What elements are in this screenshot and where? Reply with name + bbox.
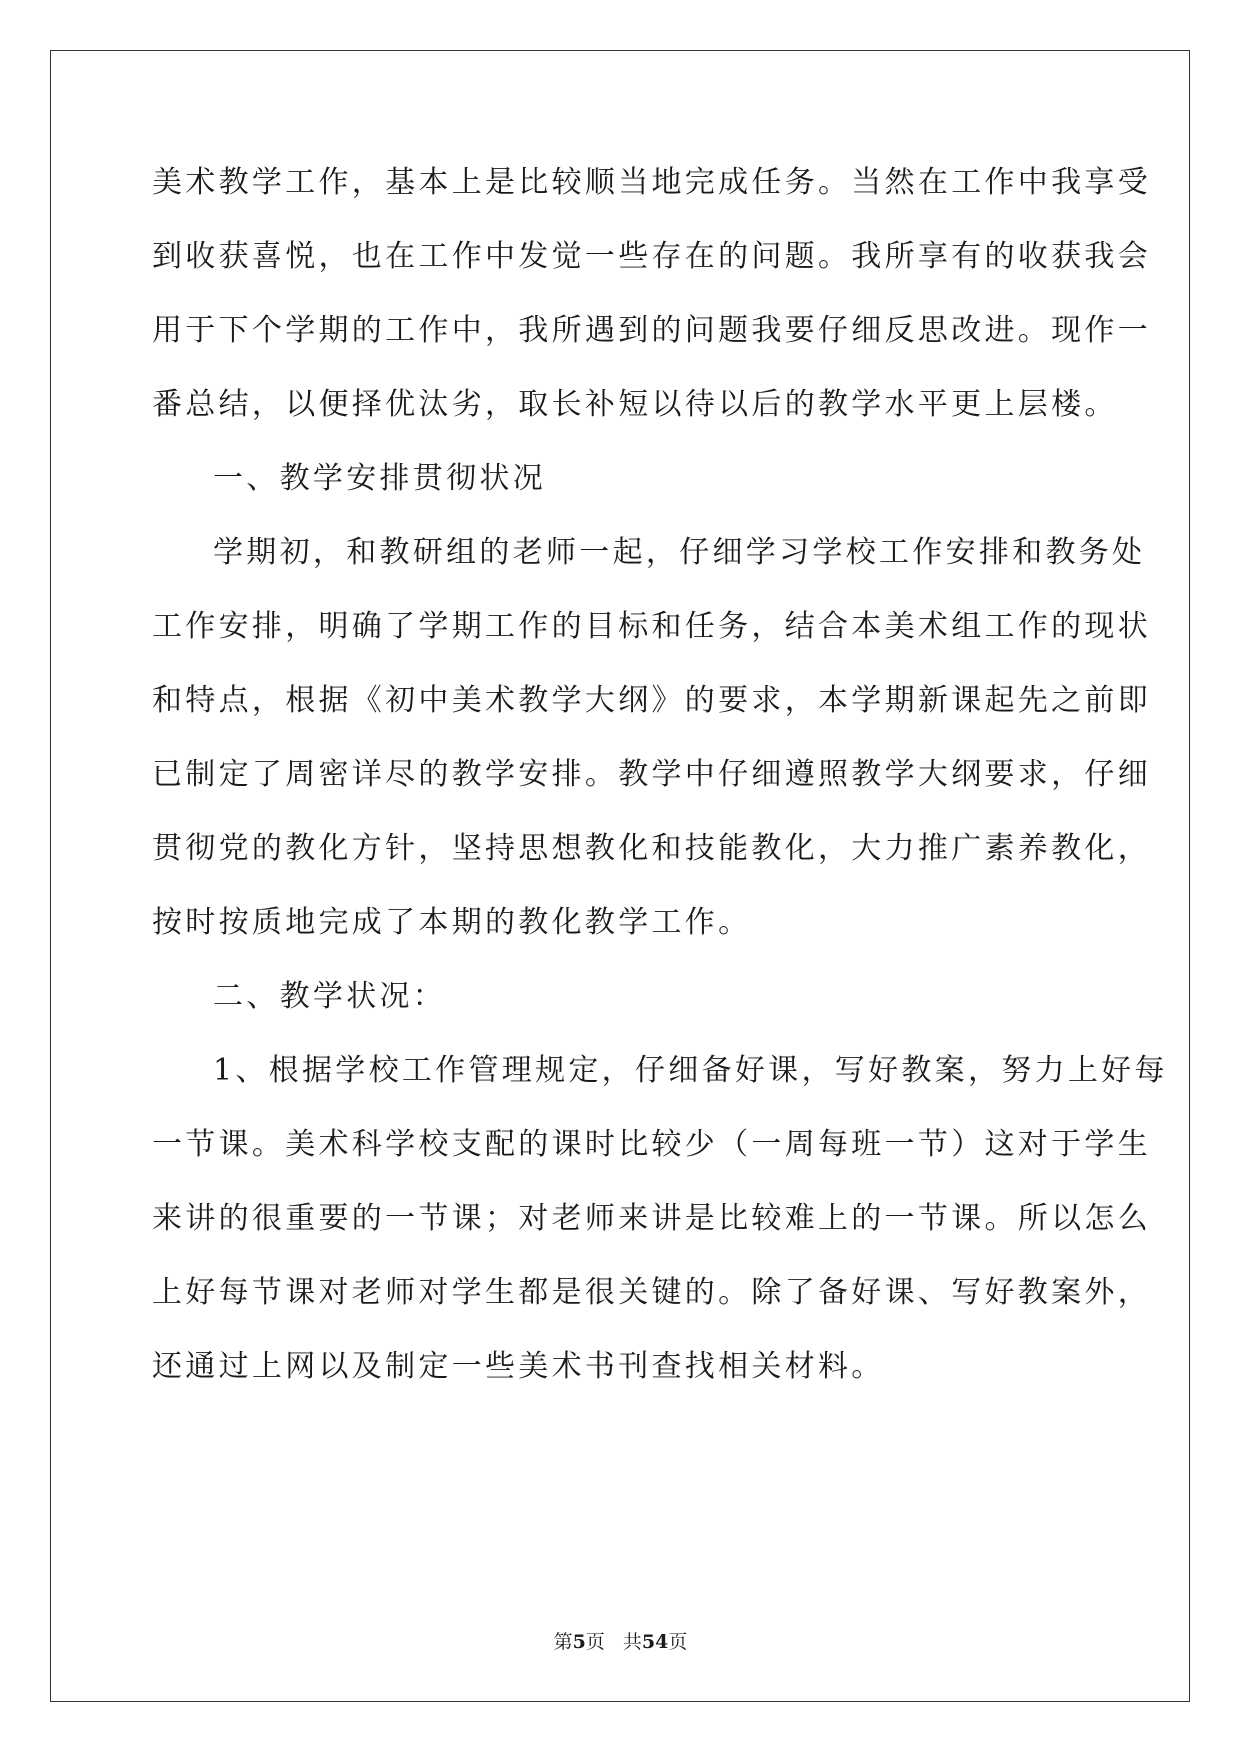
body-line: 上好每节课对老师对学生都是很关键的。除了备好课、写好教案外， <box>152 1275 1151 1310</box>
page-footer <box>0 1630 1241 1654</box>
body-line: 还通过上网以及制定一些美术书刊查找相关材料。 <box>152 1349 885 1384</box>
page-total: 54 <box>641 1631 669 1653</box>
section-heading: 二、教学状况： <box>213 979 447 1014</box>
body-line: 用于下个学期的工作中，我所遇到的问题我要仔细反思改进。现作一 <box>152 313 1151 348</box>
body-line: 学期初，和教研组的老师一起，仔细学习学校工作安排和教务处 <box>213 535 1146 570</box>
body-line: 一节课。美术科学校支配的课时比较少（一周每班一节）这对于学生 <box>152 1127 1151 1162</box>
body-line: 来讲的很重要的一节课；对老师来讲是比较难上的一节课。所以怎么 <box>152 1201 1151 1236</box>
page-border <box>50 50 1190 1702</box>
body-line: 按时按质地完成了本期的教化教学工作。 <box>152 905 752 940</box>
section-heading: 一、教学安排贯彻状况 <box>213 461 546 496</box>
body-line: 1、根据学校工作管理规定，仔细备好课，写好教案，努力上好每 <box>213 1053 1168 1088</box>
page-prefix: 第 <box>553 1631 573 1653</box>
body-line: 到收获喜悦，也在工作中发觉一些存在的问题。我所享有的收获我会 <box>152 239 1151 274</box>
body-line: 番总结，以便择优汰劣，取长补短以待以后的教学水平更上层楼。 <box>152 387 1118 422</box>
total-suffix: 页 <box>668 1631 688 1653</box>
body-line: 工作安排，明确了学期工作的目标和任务，结合本美术组工作的现状 <box>152 609 1151 644</box>
body-line: 已制定了周密详尽的教学安排。教学中仔细遵照教学大纲要求，仔细 <box>152 757 1151 792</box>
body-line: 和特点，根据《初中美术教学大纲》的要求，本学期新课起先之前即 <box>152 683 1151 718</box>
body-line: 贯彻党的教化方针，坚持思想教化和技能教化，大力推广素养教化， <box>152 831 1151 866</box>
body-line: 美术教学工作，基本上是比较顺当地完成任务。当然在工作中我享受 <box>152 165 1151 200</box>
page-mid: 页 <box>585 1631 605 1653</box>
page-current: 5 <box>572 1631 586 1653</box>
total-prefix: 共 <box>622 1631 642 1653</box>
